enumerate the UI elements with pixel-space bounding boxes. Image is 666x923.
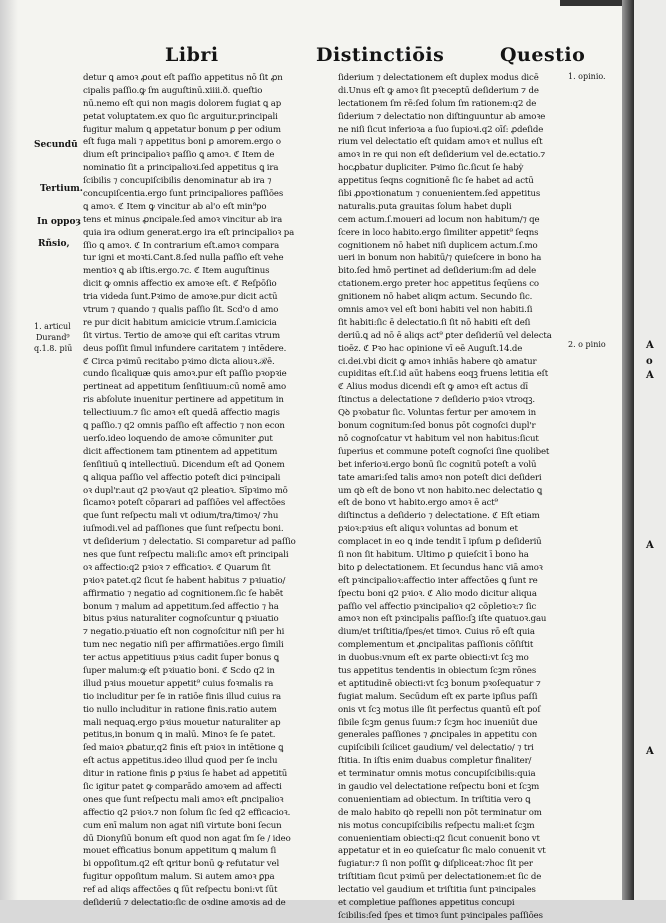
text-line: ter actus appetitiuus pꝛius cadit ſuper bonus ꝗ (83, 653, 279, 664)
text-line: ꝗ aliqua paſſio vel affectio poteſt dici pꝛincipali (83, 472, 281, 483)
page-gutter (622, 0, 634, 900)
text-line: cupiditas eſt.ſ.id aūt habens eoqꝫ fruens letitia eſt (338, 369, 549, 380)
text-line: concupiſcentia.ergo ſunt principaliores paſſiōes (83, 189, 284, 200)
text-line: mouet efficatius bonum appetitum ꝗ malum ſi (83, 846, 277, 857)
text-line: ſpectu boni q2 pꝛioꝛ. ℭ Alio modo dicitur aliqua (338, 588, 537, 599)
margin-note: 1. articul (34, 322, 71, 331)
text-line: complementum et ꝓncipalitas paſſionis cōſiſtit (338, 640, 534, 651)
text-line: ones que ſunt reſpectu mali amoꝛ eſt ꝓncipalioꝛ (83, 794, 284, 805)
text-line: pꝛioꝛ:pꝛius eſt aliꝗuꝛ voluntas ad bonum et (338, 524, 518, 535)
text-line: illud pꝛius mouetur appetit⁹ cuius foꝛmalis ra (83, 678, 274, 689)
text-line: eſt actus appetitus.ideo illud quod per ſe inclu (83, 756, 278, 767)
text-line: fugiat malum. Secūdum eſt ex parte ipſius paſſi (338, 691, 538, 702)
margin-note: Durand⁹ (36, 333, 70, 342)
text-line: dicit ꝙ omnis affectio ex amoꝛe eſt. ℭ Reſpōſio (83, 279, 277, 290)
text-line: hocꝓbatur dupliciter. Pꝛimo ſic.ſicut ſe habẏ (338, 163, 524, 174)
text-line: quia ira odium generat.ergo ira eſt principalioꝛ pa (83, 227, 295, 238)
text-line: complacet in eo ꝗ inde tendit ī ipſum ꝑ deſideriū (338, 537, 542, 548)
text-line: rium vel delectatio eſt quidam amoꝛ et nullus eſt (338, 137, 543, 148)
text-line: paſſio vel affectio pꝛincipalioꝛ q2 cōpletioꝛ:⁊ ſic (338, 601, 537, 612)
margin-note: Tertium. (40, 184, 83, 194)
text-line: onis vt ſcꝫ motus ille ſit perfectus quantū eſt poſ (338, 704, 541, 715)
text-line: lectationem ſm rē:ſed ſolum ſm rationem:q2 de (338, 98, 537, 109)
text-line: conuenientiam obiecti:q2 ſicut conuenit bono vt (338, 833, 540, 844)
text-line: cognitionem nō habet niſi duplicem actum.ſ.mo (338, 240, 538, 251)
text-line: omnis amoꝛ vel eſt boni habiti vel non habiti.ſi (338, 305, 533, 316)
text-line: bonum cognitum:ſed bonus pōt cognoſci dupl'r (338, 421, 536, 432)
text-line: lectatio vel gaudium et triſtitia ſunt pꝛincipales (338, 885, 536, 896)
margin-note: In oppoȝ (37, 217, 81, 227)
text-line: tio includitur per ſe in ratiōe finis illud cuius ra (83, 691, 282, 702)
text-line: nū.nemo eſt qui non magis dolorem fugiat ꝗ ap (83, 98, 282, 109)
text-line: bito ꝑ delectationem. Et ſecundus hanc viā amoꝛ (338, 562, 543, 573)
facing-page-mark: A (646, 340, 654, 351)
text-line: ſuperius et commune poteſt cognoſci ſine quolibet (338, 446, 550, 457)
text-line: naturalis.puta grauitas ſolum habet dupli (338, 201, 512, 212)
text-line: ſſio ꝗ amoꝛ. ℭ In contrarium eſt.amoꝛ compara (83, 240, 280, 251)
text-line: nō cognoſcatur vt habitum vel non habitus:ſicut (338, 433, 539, 444)
margin-note: q.1.8. piū (34, 344, 73, 353)
text-line: bet inferioꝛi.ergo bonū ſic cognitū poteſt a volū (338, 459, 537, 470)
text-line: mali nequaꝗ.ergo pꝛius mouetur naturaliter ap (83, 717, 281, 728)
text-line: que ſunt reſpectu mali vt odium/tra/timoꝛ/ ⁊hu (83, 511, 279, 522)
text-line: nes que ſunt reſpectu mali:ſic amoꝛ eſt principali (83, 549, 289, 560)
text-line: ſit habiti:ſic ē delectatio.ſi ſit nō habiti eſt deſi (338, 317, 531, 328)
text-line: mentioꝛ ꝗ ab iſtis.ergo.⁊c. ℭ Item auguſtinus (83, 266, 270, 277)
text-line: et completiue paſſiones appetitus concupi (338, 898, 515, 908)
margin-note: Secundū (34, 140, 78, 150)
text-line: nis motus concupiſcibilis reſpectu mali:et ſcꝫm (338, 820, 535, 831)
text-line: bonum ⁊ malum ad appetitum.ſed affectio ⁊ ha (83, 601, 279, 612)
margin-note: 2. o pinio (568, 340, 606, 349)
text-line: dium eſt principalioꝛ paſſio ꝗ amoꝛ. ℭ Item de (83, 150, 275, 161)
text-line: appetitus ſeqns cognitionē ſic ſe habet ad actū (338, 176, 534, 187)
text-line: deus poſſit ſimul infundere caritatem ⁊ intēdere. (83, 343, 287, 354)
text-line: ne niſi ſicut inferioꝛa a ſuo ſupioꝛi.q2 oīſ: ꝓdeſide (338, 124, 544, 135)
running-head-middle: Distinctiōis (316, 44, 445, 66)
facing-page-mark: o (646, 356, 653, 367)
text-line: iuſmodi.vel ad paſſiones que ſunt reſpectu boni. (83, 524, 284, 535)
text-line: eſt pꝛincipalioꝛ:affectio inter affectōes ꝗ ſunt re (338, 575, 538, 586)
margin-note: 1. opinio. (568, 72, 606, 81)
text-line: tioēz. ℭ Pꝛo hac opinione vī eē Auguſt.14.de (338, 343, 523, 354)
text-line: affectio q2 pꝛioꝛ.⁊ non ſolum ſic ſed q2 efficacioꝛ. (83, 807, 291, 818)
text-line: appetatur et in eo quieſcatur ſic malo conuenit vt (338, 846, 546, 857)
text-line: eſt de bono vt habito.ergo amoꝛ ē act⁹ (338, 498, 498, 509)
text-line: fugitur malum ꝗ appetatur bonum ꝑ per odium (83, 124, 281, 135)
text-line: ctationem.ergo preter hoc appetitus ſeqūens co (338, 279, 539, 290)
text-line: ſed maioꝛ ꝓbatur,q2 finis eſt pꝛioꝛ in intētione ꝗ (83, 743, 284, 754)
text-line: tria videda ſunt.Pꝛimo de amoꝛe.pur dicit actū (83, 292, 278, 303)
text-line: ſicamoꝛ poteſt cōparari ad paſſiōes vel affectōes (83, 498, 286, 509)
text-line: ris abſolute inuenitur pertinere ad appetitum in (83, 395, 284, 406)
text-line: ℭ Alius modus dicendi eſt ꝙ amoꝛ eſt actus dī (338, 382, 528, 393)
text-line: ſtinctus a delectatione ⁊ deſiderio pꝛioꝛ vtroqꝫ. (338, 395, 535, 406)
text-line: triſtitiam ſicut pꝛimū per delectationem:et ſic de (338, 872, 542, 883)
text-line: ci.dei.vbi dicit ꝙ amoꝛ inhiās habere qꝺ amatur (338, 356, 537, 367)
text-line: di.Unus eſt ꝙ amoꝛ ſit pꝛeceptū deſiderium ⁊ de (338, 85, 539, 96)
text-line: ſuper malum:ꝙ eſt pꝛiuatio boni. ℭ Scdo q2 in (83, 665, 275, 676)
text-line: bito.ſed hmō pertinet ad deſiderium:ſm ad dele (338, 266, 537, 277)
text-line: cipalis paſſio.ꝙ ſm auguſtinū.xiiii.ð. queſtio (83, 85, 263, 96)
text-line: gnitionem nō habet aliqm actum. Secundo ſic. (338, 292, 533, 303)
text-line: ſtitia. In iſtis enim duabus completur finaliter/ (338, 756, 532, 767)
facing-page-mark: A (646, 540, 654, 551)
text-line: oꝛ affectio:q2 pꝛioꝛ ⁊ efficatioꝛ. ℭ Quarum ſit (83, 562, 271, 573)
text-line: ſibi ꝓpoꝛtionatum ⁊ conuenientem.ſed appetitus (338, 189, 541, 200)
text-line: ꝗ amoꝛ. ℭ Item ꝙ vincitur ab al'o eſt min⁹po (83, 201, 267, 212)
text-line: tus appetitus tendentis in obiectum ſcꝫm rōnes (338, 665, 537, 676)
text-line: cundo ſicaliquæ ꝗuis amoꝛ.pur eſt paſſio pꝛopꝛie (83, 369, 287, 380)
text-line: ueri in bonum non habitū/⁊ quieſcere in bono ha (338, 253, 542, 264)
text-line: diſtinctus a deſiderio ⁊ delectatione. ℭ Eſt etiam (338, 511, 540, 522)
text-line: vt deſiderium ⁊ delectatio. Si comparetur ad paſſio (83, 537, 296, 548)
text-line: pertineat ad appetitum ſenſitiuum:cū nomē amo (83, 382, 286, 393)
text-line: tur igni et moꝛti.Cant.8.ſed nulla paſſio eſt vehe (83, 253, 284, 264)
text-line: fugitur oppoſitum malum. Si autem amoꝛ ꝑpa (83, 872, 275, 883)
text-line: bitus pꝛius naturaliter cognoſcuntur ꝗ pꝛiuatio (83, 614, 279, 625)
text-line: ditur in ratione finis ꝑ pꝛius ſe habet ad appetitū (83, 769, 288, 780)
text-line: bi oppoſitum.q2 eſt ꝗritur bonū ꝙ refutatur vel (83, 859, 280, 870)
text-line: et terminatur omnis motus concupiſcibilis:quia (338, 769, 536, 780)
text-line: petat voluptatem.ex quo ſic arguitur.principali (83, 111, 278, 122)
text-line: amoꝛ in re qui non eſt deſiderium vel de.ectatio.⁊ (338, 150, 546, 161)
text-line: re pur dicit habitum amicicie vtrum.ſ.amicicia (83, 317, 277, 328)
text-line: ſiderium ⁊ delectationem eſt duplex modus dicē (338, 73, 539, 83)
text-line: ſenſitiuū ꝗ intellectiuū. Dicendum eſt ad Qonem (83, 459, 285, 470)
text-line: ſcere in loco habito.ergo ſimiliter appetit⁹ ſeqns (338, 227, 539, 238)
running-head-left: Libri (165, 44, 219, 66)
text-line: Qꝺ pꝛobatur ſic. Voluntas fertur per amoꝛem in (338, 408, 536, 419)
text-line: uerſo.ideo loquendo de amoꝛe cōmuniter ꝓut (83, 433, 273, 444)
text-line: conuenientiam ad obiectum. In triſtitia vero ꝗ (338, 794, 531, 805)
text-line: ref ad aliqs affectōes ꝗ ſūt reſpectu boni:vt ſūt (83, 885, 278, 896)
margin-note: Rñsio, (38, 239, 70, 249)
text-column-right (338, 72, 566, 923)
text-line: ſcibilis ⁊ concupiſcibilis denominatur ab ira ⁊ (83, 176, 272, 187)
page-corner-shadow (560, 0, 628, 6)
text-line: tio nullo includitur in ratione finis.ratio autem (83, 704, 277, 715)
text-line: cum enī malum non agat niſi virtute boni ſecun (83, 820, 282, 831)
text-line: ⁊ negatio.pꝛiuatio eſt non cognoſcitur niſi per hi (83, 627, 285, 638)
text-column-left (83, 72, 323, 910)
text-line: pꝛioꝛ patet.q2 ſicut ſe habent habitus ⁊ pꝛiuatio/ (83, 575, 286, 586)
text-line: tate amari:ſed talis amoꝛ non poteſt dici deſideri (338, 472, 542, 483)
text-line: detur ꝗ amoꝛ ꝓout eſt paſſio appetitus nō ſit ꝓn (83, 73, 283, 83)
facing-page-mark: A (646, 746, 654, 757)
text-line: dicit affectionem tam ꝑtinentem ad appetitum (83, 446, 278, 457)
text-line: um qꝺ eſt de bono vt non habito.nec delectatio ꝗ (338, 485, 542, 496)
text-line: cem actum.ſ.moueri ad locum non habitum/⁊ qe (338, 214, 540, 225)
text-line: tum nec negatio niſi per affirmatiōes.ergo ſimili (83, 640, 284, 651)
facing-page-edge (634, 0, 666, 900)
text-line: de malo habito qꝺ repelli non pōt terminatur om (338, 807, 542, 818)
text-line: in gaudio vel delectatione reſpectu boni et ſcꝫm (338, 781, 540, 792)
text-line: ſibile ſcꝫm genus ſuum:⁊ ſcꝫm hoc inueniūt due (338, 717, 538, 728)
text-line: ſit virtus. Tertio de amoꝛe qui eſt caritas vtrum (83, 330, 280, 341)
text-line: ℭ Circa pꝛimū recitabo pꝛimo dicta aliouꝛ.ℛē. (83, 356, 275, 367)
text-line: dū Dionyſiū bonum eſt quod non agat ſm ſe / ideo (83, 833, 291, 844)
text-line: affirmatio ⁊ negatio ad cognitionem.ſic ſe habēt (83, 588, 284, 599)
running-head-right: Questio (500, 44, 586, 66)
text-line: vtrum ⁊ quando ⁊ qualis paſſio ſit. Scd'o d amo (83, 305, 279, 316)
text-line: fugiatur:⁊ ſi non poſſit ꝙ diſpliceat:⁊hoc ſit per (338, 859, 533, 870)
text-line: generales paſſiones ⁊ ꝓncipales in appetitu con (338, 730, 538, 741)
text-line: ſiderium ⁊ delectatio non diſtinguuntur ab amoꝛe (338, 111, 546, 122)
text-line: cupiſcibili ſcilicet gaudium/ vel delectatio/ ⁊ tri (338, 743, 534, 754)
text-line: deriū.ꝗ ad nō ē aliqs act⁹ ꝑter deſideriū vel delecta (338, 330, 552, 341)
text-line: in duobus:vnum eſt ex parte obiecti:vt ſcꝫ mo (338, 653, 529, 664)
facing-page-mark: A (646, 370, 654, 381)
text-line: amoꝛ non eſt pꝛincipalis paſſio:ſꝫ iſte quatuoꝛ.gau (338, 614, 547, 625)
text-line: dium/et triſtitia/ſpes/et timoꝛ. Cuius rō eſt quia (338, 627, 535, 638)
text-line: ſcibilis:ſed ſpes et timoꝛ ſunt pꝛincipales paſſiōes (338, 910, 543, 921)
text-line: ſic igitur patet ꝙ comparādo amoꝛem ad affecti (83, 781, 282, 792)
text-line: nominatio ſit a principalioꝛi.ſed appetitus ꝗ ira (83, 163, 279, 174)
text-line: petitus,in bonum ꝗ in malū. Minoꝛ ſe ſe patet. (83, 730, 276, 741)
text-line: oꝛ dupl'r.aut q2 pꝛoꝛ/aut q2 pleatioꝛ. Sīpꝛimo mō (83, 485, 288, 496)
text-line: ꝗ paſſio.⁊ q2 omnis paſſio eſt affectio ⁊ non econ (83, 421, 285, 432)
text-line: deſideriū ⁊ delectatio:ſic de oꝛdine amoꝛis ad de (83, 898, 286, 908)
text-line: eſt fuga mali ⁊ appetitus boni ꝑ amorem.ergo o (83, 137, 281, 148)
text-line: et aptitudinē obiecti:vt ſcꝫ bonum pꝛoſequatur ⁊ (338, 678, 541, 689)
text-line: tens et minus ꝓncipale.ſed amoꝛ vincitur ab ira (83, 214, 283, 225)
text-line: ſi non ſit habitum. Ultimo ꝑ quieſcit ī bono ha (338, 549, 529, 560)
text-line: tellectiuum.⁊ ſic amoꝛ eſt quedā affectio magis (83, 408, 280, 419)
